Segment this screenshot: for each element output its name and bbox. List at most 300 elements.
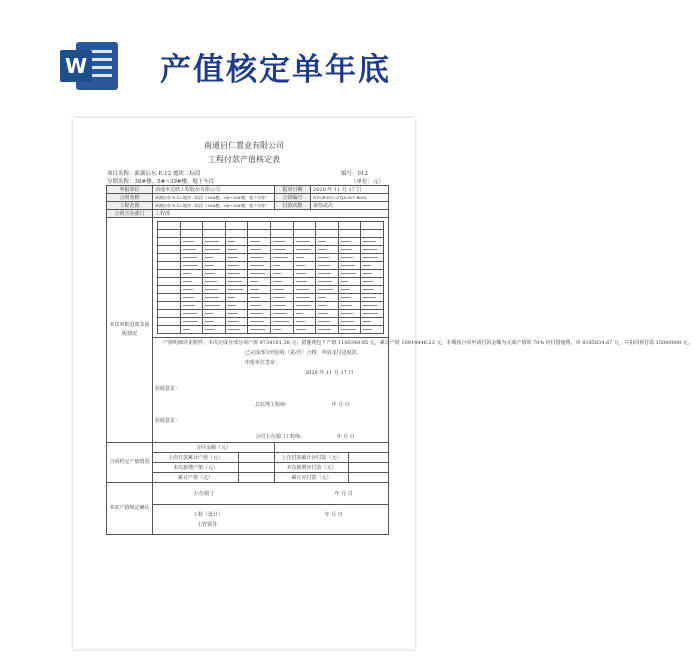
detail-cell xyxy=(293,262,316,270)
illegible-text xyxy=(341,321,355,323)
detail-cell xyxy=(293,230,316,238)
illegible-text xyxy=(363,265,370,267)
detail-cell xyxy=(270,270,293,278)
detail-cell xyxy=(248,222,271,230)
illegible-text xyxy=(250,265,264,267)
detail-cell xyxy=(293,246,316,254)
detail-cell xyxy=(270,238,293,246)
detail-row xyxy=(158,302,384,310)
illegible-text xyxy=(318,273,331,275)
illegible-text xyxy=(318,241,326,243)
detail-cell xyxy=(248,278,271,286)
detail-cell xyxy=(203,294,226,302)
leadership-row xyxy=(153,505,389,535)
illegible-text xyxy=(363,305,377,307)
detail-row xyxy=(158,294,384,302)
detail-cell xyxy=(158,278,181,286)
detail-cell xyxy=(248,294,271,302)
detail-cell xyxy=(158,254,181,262)
contract-output-label: 合同约定产值情况 xyxy=(107,443,153,483)
detail-cell xyxy=(158,326,181,334)
illegible-text xyxy=(273,321,289,323)
detail-cell xyxy=(338,310,361,318)
illegible-text xyxy=(205,313,213,315)
detail-cell xyxy=(316,326,339,334)
detail-cell xyxy=(361,238,384,246)
cum-output-value xyxy=(239,453,275,463)
detail-cell xyxy=(270,254,293,262)
detail-cell xyxy=(158,270,181,278)
detail-cell xyxy=(158,238,181,246)
document-title: 工程付款产值核定表 xyxy=(208,155,280,164)
illegible-text xyxy=(250,329,265,331)
detail-row xyxy=(158,278,384,286)
word-app-icon xyxy=(58,40,120,92)
illegible-text xyxy=(250,249,261,251)
illegible-text xyxy=(183,313,197,315)
scope-label: 工程范围 xyxy=(107,202,153,210)
dept-value: 工程部 xyxy=(153,210,389,218)
detail-cell xyxy=(361,270,384,278)
illegible-text xyxy=(183,257,197,259)
detail-cell xyxy=(338,238,361,246)
illegible-text xyxy=(341,281,349,283)
illegible-text xyxy=(273,281,283,283)
illegible-text xyxy=(363,273,372,275)
illegible-text xyxy=(273,305,286,307)
detail-row xyxy=(158,222,384,230)
acceptance-label-1: 验收意见： xyxy=(155,386,181,392)
contract-no-value: NTQR-E12-ZTJA-007-B001 xyxy=(311,194,389,202)
this-paid-value xyxy=(349,463,389,473)
detail-cell xyxy=(203,262,226,270)
detail-cell xyxy=(158,230,181,238)
illegible-text xyxy=(228,273,240,275)
detail-cell xyxy=(180,310,203,318)
detail-cell xyxy=(203,326,226,334)
contract-no-label: 合同编号 xyxy=(275,194,311,202)
detail-cell xyxy=(338,262,361,270)
detail-cell xyxy=(180,318,203,326)
detail-cell xyxy=(293,326,316,334)
illegible-text xyxy=(318,297,326,299)
report-date-value: 2020 年 11 月 17 日 xyxy=(311,186,389,194)
detail-cell xyxy=(225,254,248,262)
illegible-text xyxy=(205,249,220,251)
detail-cell xyxy=(248,302,271,310)
illegible-text xyxy=(341,241,351,243)
illegible-text xyxy=(250,241,260,243)
progress-confirmation: 已完成部分经验收（是/否）合格，申请支付进度款。 xyxy=(245,350,362,356)
detail-cell xyxy=(180,230,203,238)
chief-engineer-date: 年 月 日 xyxy=(331,402,350,408)
illegible-text xyxy=(183,297,195,299)
illegible-text xyxy=(363,321,370,323)
detail-cell xyxy=(361,262,384,270)
illegible-text xyxy=(183,329,191,331)
illegible-text xyxy=(318,249,327,251)
detail-cell xyxy=(270,294,293,302)
illegible-text xyxy=(205,281,216,283)
illegible-text xyxy=(296,329,306,331)
total-paid-value xyxy=(349,473,389,483)
detail-cell xyxy=(203,254,226,262)
director-label: 主管领导 xyxy=(197,521,218,528)
illegible-text xyxy=(183,241,195,243)
detail-cell xyxy=(248,254,271,262)
host-dept-date: 年 月 日 xyxy=(334,491,353,497)
detail-cell xyxy=(270,286,293,294)
illegible-text xyxy=(296,289,309,291)
detail-cell xyxy=(203,270,226,278)
detail-cell xyxy=(338,318,361,326)
engineer-date: 年 月 日 xyxy=(324,511,343,518)
illegible-text xyxy=(341,265,355,267)
detail-cell xyxy=(248,286,271,294)
illegible-text xyxy=(228,265,239,267)
detail-cell xyxy=(158,246,181,254)
applicant-label: 申报单位 xyxy=(107,186,153,194)
detail-cell xyxy=(203,286,226,294)
document-code: 编号：012 xyxy=(341,171,368,177)
detail-cell xyxy=(316,310,339,318)
progress-paragraph: 产值明细详见附件。本次完成分部分项产值 9734101.38 元；措施费包干产值 1180348.85 元，累计产值 10914446.23 元，本期按合同申请付款金额为完成产值的 70% 应付措施费，审 8185834.67 元，并扣回预付款 15000000 元。 xyxy=(163,340,693,346)
pay-times-value: 第拾贰次 xyxy=(311,202,389,210)
illegible-text xyxy=(341,249,352,251)
illegible-text xyxy=(341,297,351,299)
dept-label: 合同主办部门 xyxy=(107,210,153,218)
illegible-text xyxy=(296,265,305,267)
detail-cell xyxy=(361,286,384,294)
detail-cell xyxy=(158,286,181,294)
illegible-text xyxy=(273,249,286,251)
detail-cell xyxy=(248,246,271,254)
detail-row xyxy=(158,326,384,334)
illegible-text xyxy=(205,297,219,299)
detail-cell xyxy=(316,278,339,286)
pay-times-label: 付款次数 xyxy=(275,202,311,210)
illegible-text xyxy=(341,289,350,291)
illegible-text xyxy=(363,241,376,243)
illegible-text xyxy=(363,329,371,331)
illegible-text xyxy=(273,329,281,331)
detail-cell xyxy=(270,326,293,334)
illegible-text xyxy=(296,321,305,323)
illegible-text xyxy=(273,289,284,291)
report-date-label: 报审日期 xyxy=(275,186,311,194)
detail-cell xyxy=(225,326,248,334)
illegible-text xyxy=(273,265,280,267)
detail-cell xyxy=(225,302,248,310)
detail-cell xyxy=(293,318,316,326)
progress-text-cell xyxy=(153,338,693,443)
illegible-text xyxy=(363,289,374,291)
total-output-label: 累计产值（元） xyxy=(153,473,239,483)
detail-cell xyxy=(225,246,248,254)
detail-cell xyxy=(248,326,271,334)
detail-cell xyxy=(225,270,248,278)
illegible-text xyxy=(296,249,312,251)
detail-cell xyxy=(180,278,203,286)
illegible-text xyxy=(318,257,328,259)
illegible-text xyxy=(250,257,262,259)
detail-row xyxy=(158,270,384,278)
illegible-text xyxy=(341,313,353,315)
illegible-text xyxy=(228,241,236,243)
detail-cell xyxy=(203,230,226,238)
contract-engineer-row xyxy=(155,432,386,442)
illegible-text xyxy=(183,321,198,323)
approval-table xyxy=(106,185,693,535)
illegible-text xyxy=(341,305,352,307)
illegible-text xyxy=(228,257,238,259)
banner-title: 产值核定单年底 xyxy=(160,52,391,88)
detail-cell xyxy=(316,222,339,230)
detail-cell xyxy=(293,238,316,246)
detail-cell xyxy=(225,230,248,238)
detail-cell xyxy=(316,246,339,254)
detail-cell xyxy=(293,286,316,294)
output-detail-cell xyxy=(153,218,389,338)
detail-row xyxy=(158,238,384,246)
detail-cell xyxy=(293,310,316,318)
detail-cell xyxy=(180,294,203,302)
detail-cell xyxy=(361,310,384,318)
illegible-text xyxy=(318,313,328,315)
progress-date: 2020 年 11 月 17 日 xyxy=(305,370,354,376)
illegible-text xyxy=(183,305,196,307)
illegible-text xyxy=(183,289,193,291)
detail-cell xyxy=(270,230,293,238)
watermark: ​ xyxy=(90,268,96,278)
detail-cell xyxy=(316,294,339,302)
detail-cell xyxy=(225,310,248,318)
engineer-label: 工程（设计） xyxy=(193,511,224,518)
illegible-text xyxy=(205,329,215,331)
illegible-text xyxy=(183,281,192,283)
illegible-text xyxy=(228,329,240,331)
detail-cell xyxy=(316,230,339,238)
this-paid-label: 本次新增应付款（元） xyxy=(275,463,349,473)
illegible-text xyxy=(363,257,378,259)
illegible-text xyxy=(205,305,220,307)
detail-cell xyxy=(316,318,339,326)
detail-cell xyxy=(338,286,361,294)
illegible-text xyxy=(273,273,281,275)
detail-cell xyxy=(361,246,384,254)
illegible-text xyxy=(228,313,238,315)
contract-engineer-date: 年 月 日 xyxy=(336,434,355,440)
total-paid-label: 累计应付款（元） xyxy=(275,473,349,483)
illegible-text xyxy=(363,313,378,315)
detail-cell xyxy=(203,238,226,246)
detail-cell xyxy=(361,302,384,310)
detail-cell xyxy=(248,310,271,318)
illegible-text xyxy=(250,273,265,275)
detail-cell xyxy=(225,286,248,294)
illegible-text xyxy=(228,305,237,307)
applicant-value: 南通市达欣工程股份有限公司 xyxy=(153,186,275,194)
illegible-text xyxy=(318,321,329,323)
detail-cell xyxy=(338,278,361,286)
detail-cell xyxy=(180,262,203,270)
illegible-text xyxy=(273,257,288,259)
detail-cell xyxy=(270,262,293,270)
cum-output-label: 上次付款累计产值（元） xyxy=(153,453,239,463)
illegible-text xyxy=(296,305,311,307)
detail-cell xyxy=(338,294,361,302)
output-detail-table xyxy=(157,221,384,334)
detail-cell xyxy=(338,302,361,310)
illegible-text xyxy=(273,241,285,243)
illegible-text xyxy=(250,281,257,283)
illegible-text xyxy=(273,313,287,315)
detail-cell xyxy=(361,222,384,230)
detail-cell xyxy=(225,238,248,246)
this-output-value xyxy=(239,463,275,473)
detail-cell xyxy=(338,230,361,238)
detail-cell xyxy=(203,222,226,230)
illegible-text xyxy=(228,321,239,323)
detail-cell xyxy=(158,222,181,230)
illegible-text xyxy=(205,273,215,275)
project-name: 项目名称：新湖启东 E-12 地块二标段 xyxy=(107,171,201,177)
detail-row xyxy=(158,310,384,318)
detail-cell xyxy=(293,270,316,278)
detail-cell xyxy=(248,318,271,326)
contract-amount-label: 合同金额（元） xyxy=(153,443,275,453)
detail-cell xyxy=(203,302,226,310)
contract-amount-value xyxy=(275,443,389,453)
detail-cell xyxy=(225,262,248,270)
detail-cell xyxy=(270,310,293,318)
detail-cell xyxy=(293,302,316,310)
detail-cell xyxy=(316,302,339,310)
chief-engineer-label: 总监理工程师： xyxy=(255,402,291,408)
contract-name-value: 新湖启东 E-12 地块二标段（38#楼、5#~39#楼、地下车库） xyxy=(153,194,275,202)
banner xyxy=(0,0,474,112)
detail-cell xyxy=(158,262,181,270)
illegible-text xyxy=(318,305,327,307)
detail-cell xyxy=(180,238,203,246)
detail-cell xyxy=(361,254,384,262)
detail-cell xyxy=(203,246,226,254)
illegible-text xyxy=(250,313,262,315)
illegible-text xyxy=(183,249,196,251)
progress-label: 本次审批进度及验收情况 xyxy=(107,218,153,443)
detail-cell xyxy=(361,326,384,334)
illegible-text xyxy=(296,257,304,259)
detail-cell xyxy=(316,286,339,294)
illegible-text xyxy=(205,321,214,323)
illegible-text xyxy=(341,257,354,259)
detail-cell xyxy=(316,238,339,246)
subproject-name: 分期名称：38#楼、5#~39#楼、地下车库 xyxy=(107,179,215,185)
illegible-text xyxy=(228,249,237,251)
illegible-text xyxy=(250,289,258,291)
illegible-text xyxy=(341,329,356,331)
confirm-label: 本次产值核定确认 xyxy=(107,483,153,535)
cum-paid-value xyxy=(349,453,389,463)
contract-name-label: 合同名称 xyxy=(107,194,153,202)
illegible-text xyxy=(318,265,330,267)
company-name: 南通启仁置业有限公司 xyxy=(204,141,284,150)
unit-note: （单位：元） xyxy=(351,179,385,185)
detail-cell xyxy=(180,286,203,294)
detail-row xyxy=(158,318,384,326)
illegible-text xyxy=(205,289,218,291)
detail-cell xyxy=(361,294,384,302)
detail-cell xyxy=(316,262,339,270)
svg-text:W: W xyxy=(64,54,88,78)
detail-cell xyxy=(338,326,361,334)
detail-cell xyxy=(203,318,226,326)
detail-cell xyxy=(225,294,248,302)
illegible-text xyxy=(250,321,263,323)
illegible-text xyxy=(296,273,307,275)
detail-cell xyxy=(361,318,384,326)
detail-row xyxy=(158,230,384,238)
illegible-text xyxy=(205,241,219,243)
detail-cell xyxy=(293,294,316,302)
illegible-text xyxy=(318,329,331,331)
illegible-text xyxy=(273,297,285,299)
detail-cell xyxy=(248,262,271,270)
detail-cell xyxy=(248,230,271,238)
illegible-text xyxy=(205,257,213,259)
document-page xyxy=(73,118,693,649)
detail-cell xyxy=(316,254,339,262)
detail-cell xyxy=(180,270,203,278)
detail-cell xyxy=(361,278,384,286)
illegible-text xyxy=(250,297,260,299)
detail-cell xyxy=(158,310,181,318)
illegible-text xyxy=(296,313,304,315)
detail-cell xyxy=(293,222,316,230)
chief-engineer-row xyxy=(155,400,386,410)
illegible-text xyxy=(296,297,310,299)
illegible-text xyxy=(205,265,214,267)
detail-cell xyxy=(270,278,293,286)
detail-cell xyxy=(270,318,293,326)
detail-cell xyxy=(361,230,384,238)
acceptance-label-2: 验收意见： xyxy=(155,418,181,424)
detail-cell xyxy=(338,222,361,230)
detail-cell xyxy=(203,310,226,318)
detail-cell xyxy=(225,318,248,326)
detail-row xyxy=(158,286,384,294)
scope-value: 新湖启东 E-12 地块二标段（38#楼、5#~39#楼、地下车库） xyxy=(153,202,275,210)
illegible-text xyxy=(228,281,242,283)
detail-cell xyxy=(180,302,203,310)
detail-cell xyxy=(225,222,248,230)
illegible-text xyxy=(183,273,191,275)
illegible-text xyxy=(363,249,377,251)
detail-cell xyxy=(248,238,271,246)
illegible-text xyxy=(228,297,235,299)
illegible-text xyxy=(341,273,356,275)
detail-cell xyxy=(158,294,181,302)
detail-cell xyxy=(180,246,203,254)
detail-cell xyxy=(293,278,316,286)
detail-cell xyxy=(158,302,181,310)
illegible-text xyxy=(250,305,261,307)
detail-cell xyxy=(180,326,203,334)
detail-cell xyxy=(180,222,203,230)
detail-row xyxy=(158,246,384,254)
applicant-signature: 申报单位签章： xyxy=(245,360,281,366)
illegible-text xyxy=(363,281,373,283)
